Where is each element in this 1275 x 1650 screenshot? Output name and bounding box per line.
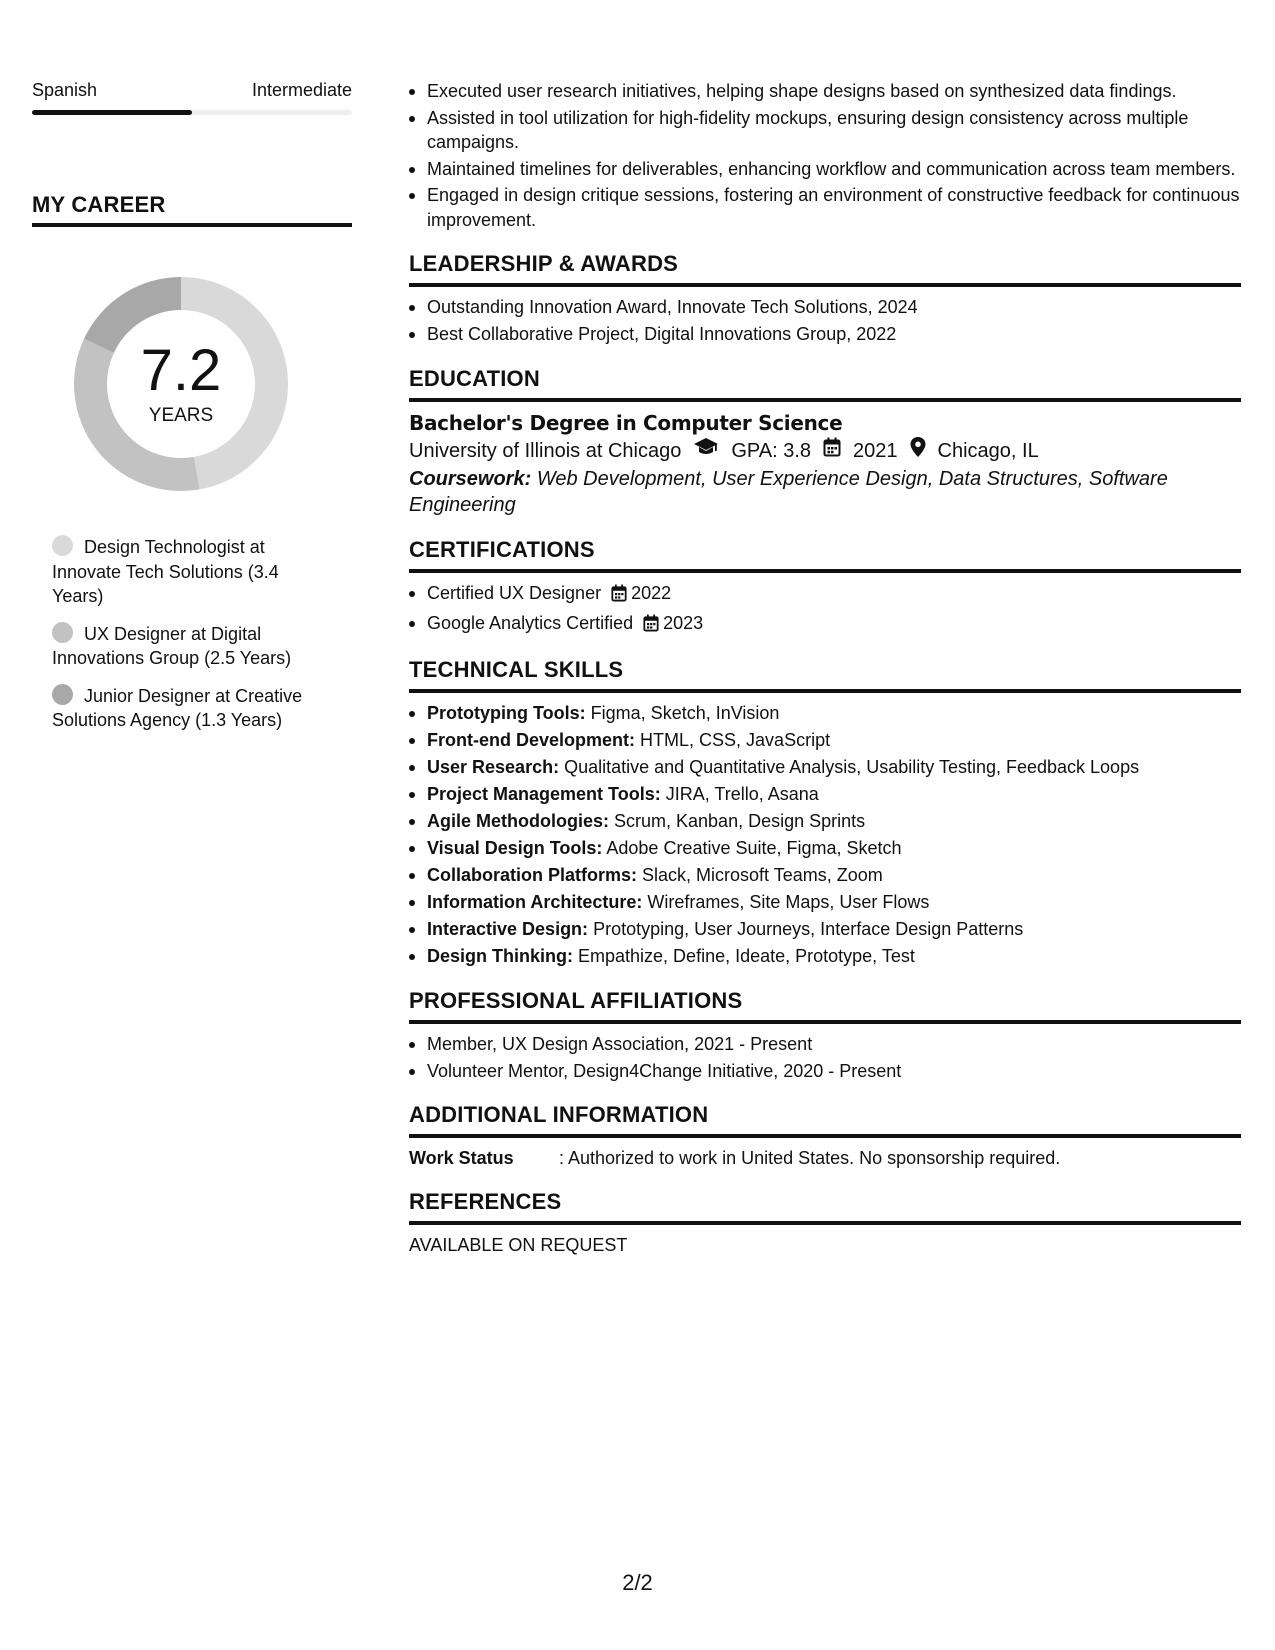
calendar-icon: [643, 614, 659, 639]
page-number: 2/2: [622, 1570, 653, 1595]
career-donut-chart: [66, 269, 296, 499]
list-item: Volunteer Mentor, Design4Change Initiative, 2020 - Present: [409, 1059, 1241, 1084]
skill-label: Interactive Design:: [427, 919, 589, 939]
education-details: [409, 436, 1241, 466]
legend-dot-icon: [52, 535, 73, 556]
list-item: [409, 809, 1241, 834]
school-name: University of Illinois at Chicago: [409, 439, 682, 462]
skill-value: Wireframes, Site Maps, User Flows: [647, 892, 930, 912]
language-proficiency-bar: [32, 110, 352, 115]
language-name: Spanish: [32, 80, 98, 100]
school-location: Chicago, IL: [937, 439, 1039, 462]
affiliations-section: [409, 987, 1241, 1084]
skill-label: Front-end Development:: [427, 730, 636, 750]
experience-bullets: [409, 79, 1241, 232]
skill-label: User Research:: [427, 757, 560, 777]
skills-section: [409, 656, 1241, 969]
career-legend-label: Design Technologist at Innovate Tech Solutions (3.4 Years): [52, 537, 279, 606]
certification-year: 2023: [663, 612, 704, 633]
list-item: [409, 701, 1241, 726]
legend-dot-icon: [52, 684, 73, 705]
career-donut-center: [66, 269, 296, 499]
references-section: [409, 1188, 1241, 1257]
certification-name: Google Analytics Certified: [427, 612, 634, 633]
career-title-rule: [32, 223, 352, 227]
skill-value: Figma, Sketch, InVision: [590, 703, 780, 723]
language-row: [32, 78, 352, 102]
section-title: PROFESSIONAL AFFILIATIONS: [409, 987, 743, 1013]
skill-value: JIRA, Trello, Asana: [665, 784, 819, 804]
list-item: [409, 836, 1241, 861]
list-item: [409, 728, 1241, 753]
affiliations-list: [409, 1032, 1241, 1084]
graduation-cap-icon: [693, 436, 719, 466]
list-item: Maintained timelines for deliverables, enhancing workflow and communication across team members.: [409, 157, 1241, 182]
graduation-year: 2021: [853, 439, 898, 462]
list-item: [409, 944, 1241, 969]
career-total-years: 7.2: [140, 338, 222, 403]
language-proficiency-fill: [32, 110, 192, 115]
sidebar: [32, 78, 352, 746]
degree-title: Bachelor's Degree in Computer Science: [409, 410, 843, 435]
list-item: Member, UX Design Association, 2021 - Present: [409, 1032, 1241, 1057]
section-title: TECHNICAL SKILLS: [409, 657, 624, 682]
location-pin-icon: [910, 436, 926, 466]
list-item: [409, 917, 1241, 942]
list-item: Best Collaborative Project, Digital Innovations Group, 2022: [409, 322, 1241, 347]
certifications-section: [409, 536, 1241, 639]
list-item: Executed user research initiatives, helping shape designs based on synthesized data findings.: [409, 79, 1241, 104]
skill-value: Qualitative and Quantitative Analysis, Usability Testing, Feedback Loops: [564, 757, 1140, 777]
skill-label: Visual Design Tools:: [427, 838, 603, 858]
coursework-list: Web Development, User Experience Design, Data Structures, Software Engineering: [409, 467, 1168, 516]
list-item: Engaged in design critique sessions, fostering an environment of constructive feedback for continuous improvement.: [409, 183, 1241, 232]
section-rule: [409, 1020, 1241, 1024]
career-title: MY CAREER: [32, 192, 166, 217]
career-legend-item: [52, 535, 322, 609]
certification-year: 2022: [631, 582, 672, 603]
section-title: LEADERSHIP & AWARDS: [409, 251, 679, 276]
awards-section: [409, 250, 1241, 347]
skill-value: Prototyping, User Journeys, Interface Design Patterns: [593, 919, 1024, 939]
list-item: [409, 782, 1241, 807]
calendar-icon: [611, 584, 627, 609]
awards-list: [409, 295, 1241, 347]
career-legend-item: [52, 622, 322, 671]
section-title: REFERENCES: [409, 1189, 562, 1214]
list-item: [409, 755, 1241, 780]
gpa: GPA: 3.8: [731, 439, 812, 462]
career-total-unit: YEARS: [148, 405, 214, 426]
skill-value: Empathize, Define, Ideate, Prototype, Test: [578, 946, 915, 966]
section-rule: [409, 1221, 1241, 1225]
list-item: [409, 863, 1241, 888]
skill-label: Agile Methodologies:: [427, 811, 609, 831]
section-rule: [409, 283, 1241, 287]
career-legend-label: Junior Designer at Creative Solutions Agency (1.3 Years): [52, 685, 303, 730]
skill-value: HTML, CSS, JavaScript: [640, 730, 831, 750]
skill-label: Collaboration Platforms:: [427, 865, 638, 885]
calendar-icon: [823, 436, 841, 466]
skill-label: Prototyping Tools:: [427, 703, 586, 723]
section-rule: [409, 569, 1241, 573]
list-item: Outstanding Innovation Award, Innovate Tech Solutions, 2024: [409, 295, 1241, 320]
main-content: [409, 79, 1241, 1257]
career-legend-item: [52, 684, 322, 733]
skill-label: Project Management Tools:: [427, 784, 661, 804]
skill-value: Scrum, Kanban, Design Sprints: [614, 811, 866, 831]
coursework-label: Coursework:: [409, 467, 532, 490]
section-title: CERTIFICATIONS: [409, 536, 595, 562]
section-rule: [409, 689, 1241, 693]
skill-value: Slack, Microsoft Teams, Zoom: [642, 865, 883, 885]
list-item: Assisted in tool utilization for high-fidelity mockups, ensuring design consistency across multiple campaigns.: [409, 106, 1241, 155]
career-legend-label: UX Designer at Digital Innovations Group (2.5 Years): [52, 623, 292, 668]
work-status: [409, 1146, 1241, 1170]
skill-label: Design Thinking:: [427, 946, 573, 966]
work-status-label: Work Status: [409, 1148, 514, 1168]
legend-dot-icon: [52, 622, 73, 643]
skill-label: Information Architecture:: [427, 892, 643, 912]
references-text: AVAILABLE ON REQUEST: [409, 1235, 628, 1255]
section-title: EDUCATION: [409, 365, 540, 391]
work-status-value: : Authorized to work in United States. No sponsorship required.: [559, 1148, 1061, 1168]
list-item: [409, 581, 1241, 609]
skill-value: Adobe Creative Suite, Figma, Sketch: [606, 838, 902, 858]
additional-section: [409, 1101, 1241, 1170]
career-legend: [32, 535, 352, 733]
coursework: [409, 466, 1241, 518]
certification-name: Certified UX Designer: [427, 582, 602, 603]
section-title: ADDITIONAL INFORMATION: [409, 1102, 709, 1127]
language-level: Intermediate: [251, 80, 352, 100]
skills-list: [409, 701, 1241, 969]
list-item: [409, 611, 1241, 639]
section-rule: [409, 1134, 1241, 1138]
section-rule: [409, 398, 1241, 402]
certifications-list: [409, 581, 1241, 639]
education-section: [409, 365, 1241, 518]
list-item: [409, 890, 1241, 915]
